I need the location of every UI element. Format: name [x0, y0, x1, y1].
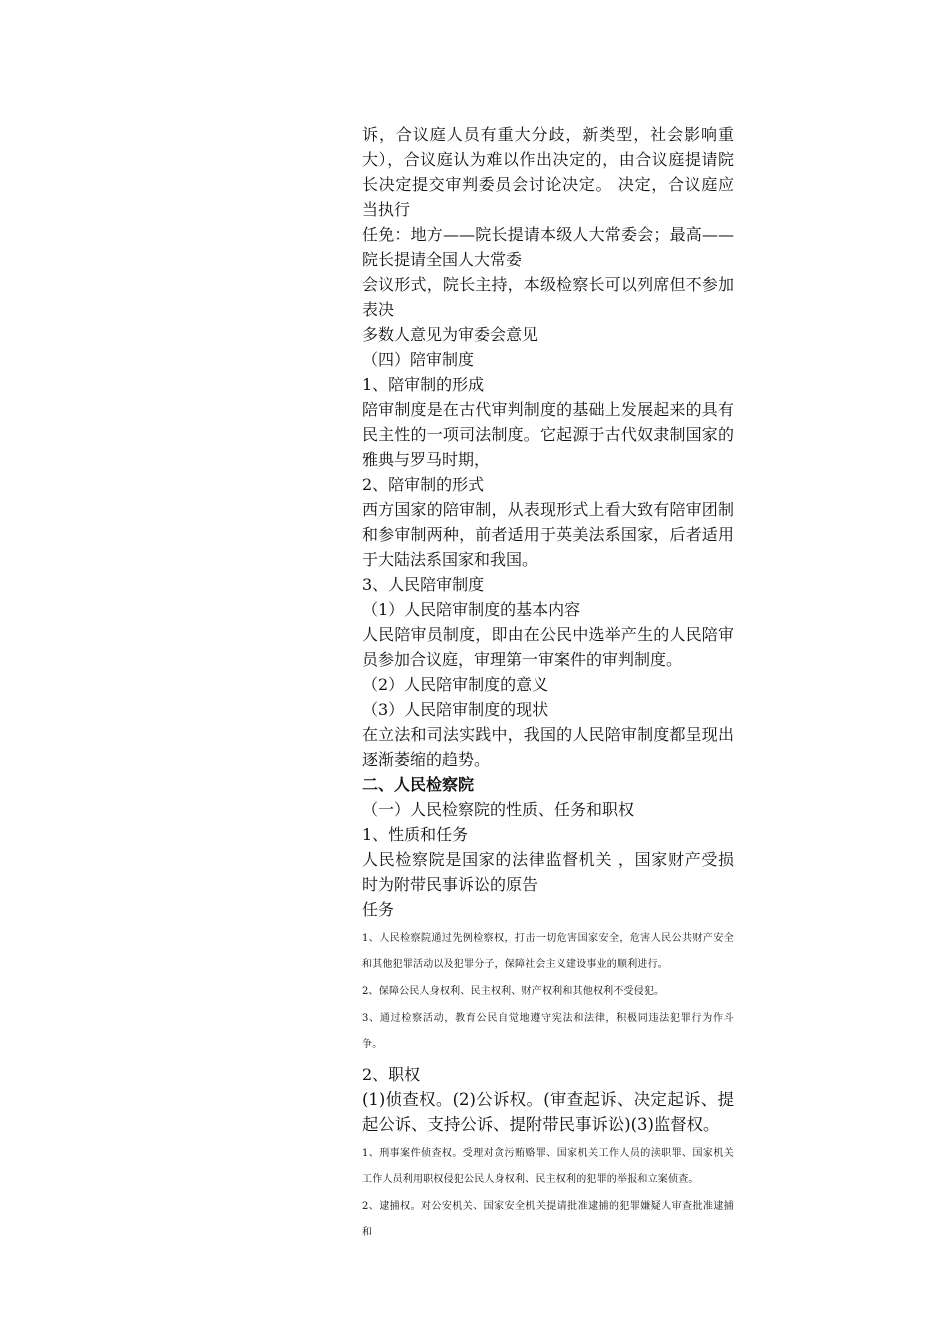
- paragraph-jury-formation: 陪审制度是在古代审判制度的基础上发展起来的具有民主性的一项司法制度。它起源于古代奴隶制国家的雅典与罗马时期，: [362, 400, 734, 469]
- subheading-jury-meaning: （2）人民陪审制度的意义: [362, 675, 549, 694]
- section-heading-jury: （四）陪审制度: [362, 350, 475, 369]
- paragraph-jury-status: 在立法和司法实践中，我国的人民陪审制度都呈现出逐渐萎缩的趋势。: [362, 725, 734, 769]
- task-item-1: 1、人民检察院通过先例检察权，打击一切危害国家安全，危害人民公共财产安全和其他犯罪活动以及犯罪分子，保障社会主义建设事业的顺利进行。: [362, 933, 734, 970]
- task-item-3: 3、通过检察活动，教育公民自觉地遵守宪法和法律，积极同违法犯罪行为作斗争。: [362, 1013, 734, 1050]
- subheading-people-jury: 3、人民陪审制度: [362, 575, 485, 594]
- subheading-jury-form: 2、陪审制的形式: [362, 475, 485, 494]
- paragraph-powers: (1)侦查权。(2)公诉权。(审查起诉、决定起诉、提起公诉、支持公诉、提附带民事诉讼)(3)监督权。: [362, 1090, 734, 1134]
- subheading-jury-formation: 1、陪审制的形成: [362, 375, 485, 394]
- chapter-heading-procuratorate: 二、人民检察院: [362, 775, 475, 794]
- section-heading-procuratorate: （一）人民检察院的性质、任务和职权: [362, 800, 635, 819]
- subheading-tasks: 任务: [362, 900, 395, 919]
- subheading-powers: 2、职权: [362, 1065, 421, 1084]
- subheading-jury-content: （1）人民陪审制度的基本内容: [362, 600, 581, 619]
- subheading-jury-status: （3）人民陪审制度的现状: [362, 700, 549, 719]
- paragraph-3: 会议形式，院长主持，本级检察长可以列席但不参加表决: [362, 275, 734, 319]
- paragraph-4: 多数人意见为审委会意见: [362, 325, 539, 344]
- task-item-2: 2、保障公民人身权利、民主权利、财产权利和其他权利不受侵犯。: [362, 986, 665, 997]
- paragraph-1: 诉，合议庭人员有重大分歧，新类型，社会影响重大），合议庭认为难以作出决定的，由合议庭提请院长决定提交审判委员会讨论决定。 决定，合议庭应当执行: [362, 125, 734, 219]
- power-item-2: 2、逮捕权。对公安机关、国家安全机关提请批准逮捕的犯罪嫌疑人审查批准逮捕和: [362, 1201, 734, 1238]
- paragraph-jury-content: 人民陪审员制度，即由在公民中选举产生的人民陪审员参加合议庭，审理第一审案件的审判制度。: [362, 625, 734, 669]
- paragraph-2: 任免：地方——院长提请本级人大常委会；最高——院长提请全国人大常委: [362, 225, 734, 269]
- power-item-1: 1、刑事案件侦查权。受理对贪污贿赂罪、国家机关工作人员的渎职罪、国家机关工作人员利用职权侵犯公民人身权利、民主权利的犯罪的举报和立案侦查。: [362, 1148, 734, 1185]
- subheading-nature-tasks: 1、性质和任务: [362, 825, 469, 844]
- paragraph-nature: 人民检察院是国家的法律监督机关 ，国家财产受损时为附带民事诉讼的原告: [362, 850, 734, 894]
- document-page: [362, 122, 734, 1246]
- paragraph-jury-form: 西方国家的陪审制，从表现形式上看大致有陪审团制和参审制两种，前者适用于英美法系国家，后者适用于大陆法系国家和我国。: [362, 500, 734, 569]
